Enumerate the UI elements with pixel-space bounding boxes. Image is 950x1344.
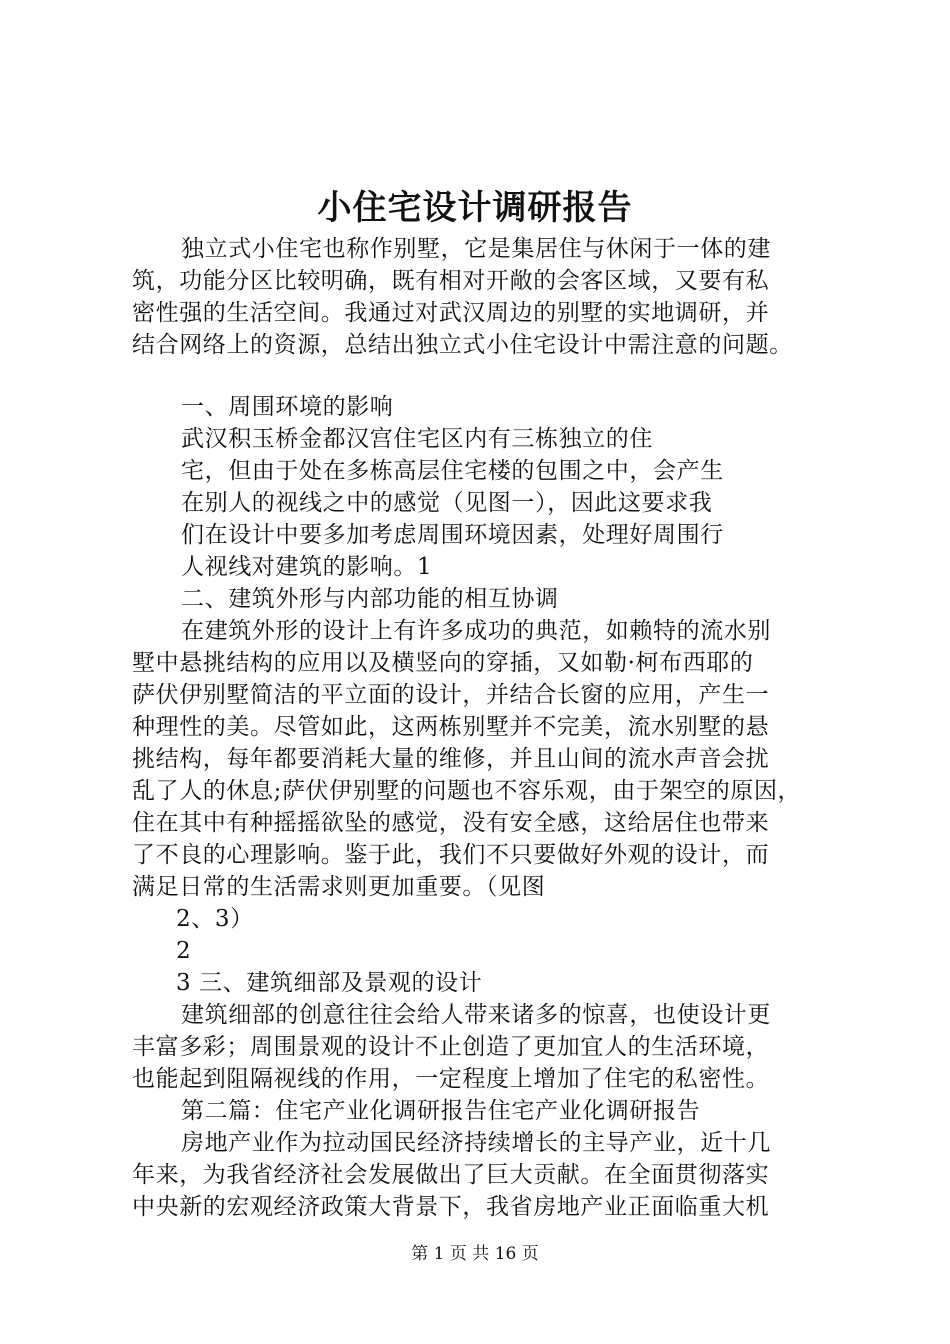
body-line: 结合网络上的资源，总结出独立式小住宅设计中需注意的问题。: [132, 332, 793, 358]
body-line: 2: [176, 938, 192, 964]
body-line: 在建筑外形的设计上有许多成功的典范，如赖特的流水别: [181, 618, 771, 644]
body-line: 年来，为我省经济社会发展做出了巨大贡献。在全面贯彻落实: [132, 1162, 770, 1188]
section-heading: 第二篇：住宅产业化调研报告住宅产业化调研报告: [181, 1098, 701, 1124]
body-line: 满足日常的生活需求则更加重要。（见图: [132, 874, 546, 900]
section-heading: 3 三、建筑细部及景观的设计: [176, 970, 483, 996]
body-line: 人视线对建筑的影响。1: [181, 554, 433, 580]
body-line: 也能起到阻隔视线的作用，一定程度上增加了住宅的私密性。: [132, 1066, 770, 1092]
body-line: 建筑细部的创意往往会给人带来诸多的惊喜，也使设计更: [181, 1002, 771, 1028]
body-line: 乱了人的休息;萨伏伊别墅的问题也不容乐观，由于架空的原因，: [132, 778, 802, 804]
body-line: 宅，但由于处在多栋高层住宅楼的包围之中，会产生: [181, 458, 724, 484]
section-heading: 一、周围环境的影响: [181, 394, 394, 420]
body-line: 们在设计中要多加考虑周围环境因素，处理好周围行: [181, 522, 724, 548]
body-line: 房地产业作为拉动国民经济持续增长的主导产业，近十几: [181, 1130, 771, 1156]
body-line: 住在其中有种摇摇欲坠的感觉，没有安全感，这给居住也带来: [132, 810, 770, 836]
body-line: 2、3）: [176, 906, 254, 932]
body-line: 武汉积玉桥金都汉宫住宅区内有三栋独立的住: [181, 426, 653, 452]
body-line: 墅中悬挑结构的应用以及横竖向的穿插，又如勒·柯布西耶的: [132, 650, 754, 676]
body-line: 独立式小住宅也称作别墅，它是集居住与休闲于一体的建: [181, 236, 771, 262]
body-line: 挑结构，每年都要消耗大量的维修，并且山间的流水声音会扰: [132, 746, 770, 772]
document-title: 小住宅设计调研报告: [317, 188, 633, 228]
body-line: 中央新的宏观经济政策大背景下，我省房地产业正面临重大机: [132, 1194, 770, 1220]
page-number-footer: 第 1 页 共 16 页: [411, 1244, 539, 1264]
body-line: 了不良的心理影响。鉴于此，我们不只要做好外观的设计，而: [132, 842, 770, 868]
body-line: 丰富多彩；周围景观的设计不止创造了更加宜人的生活环境，: [132, 1034, 770, 1060]
body-line: 在别人的视线之中的感觉（见图一），因此这要求我: [181, 490, 713, 516]
body-line: 萨伏伊别墅简洁的平立面的设计，并结合长窗的应用，产生一: [132, 682, 770, 708]
body-line: 密性强的生活空间。我通过对武汉周边的别墅的实地调研，并: [132, 300, 770, 326]
body-line: 种理性的美。尽管如此，这两栋别墅并不完美，流水别墅的悬: [132, 714, 770, 740]
body-line: 筑，功能分区比较明确，既有相对开敞的会客区域，又要有私: [132, 268, 770, 294]
section-heading: 二、建筑外形与内部功能的相互协调: [181, 586, 559, 612]
